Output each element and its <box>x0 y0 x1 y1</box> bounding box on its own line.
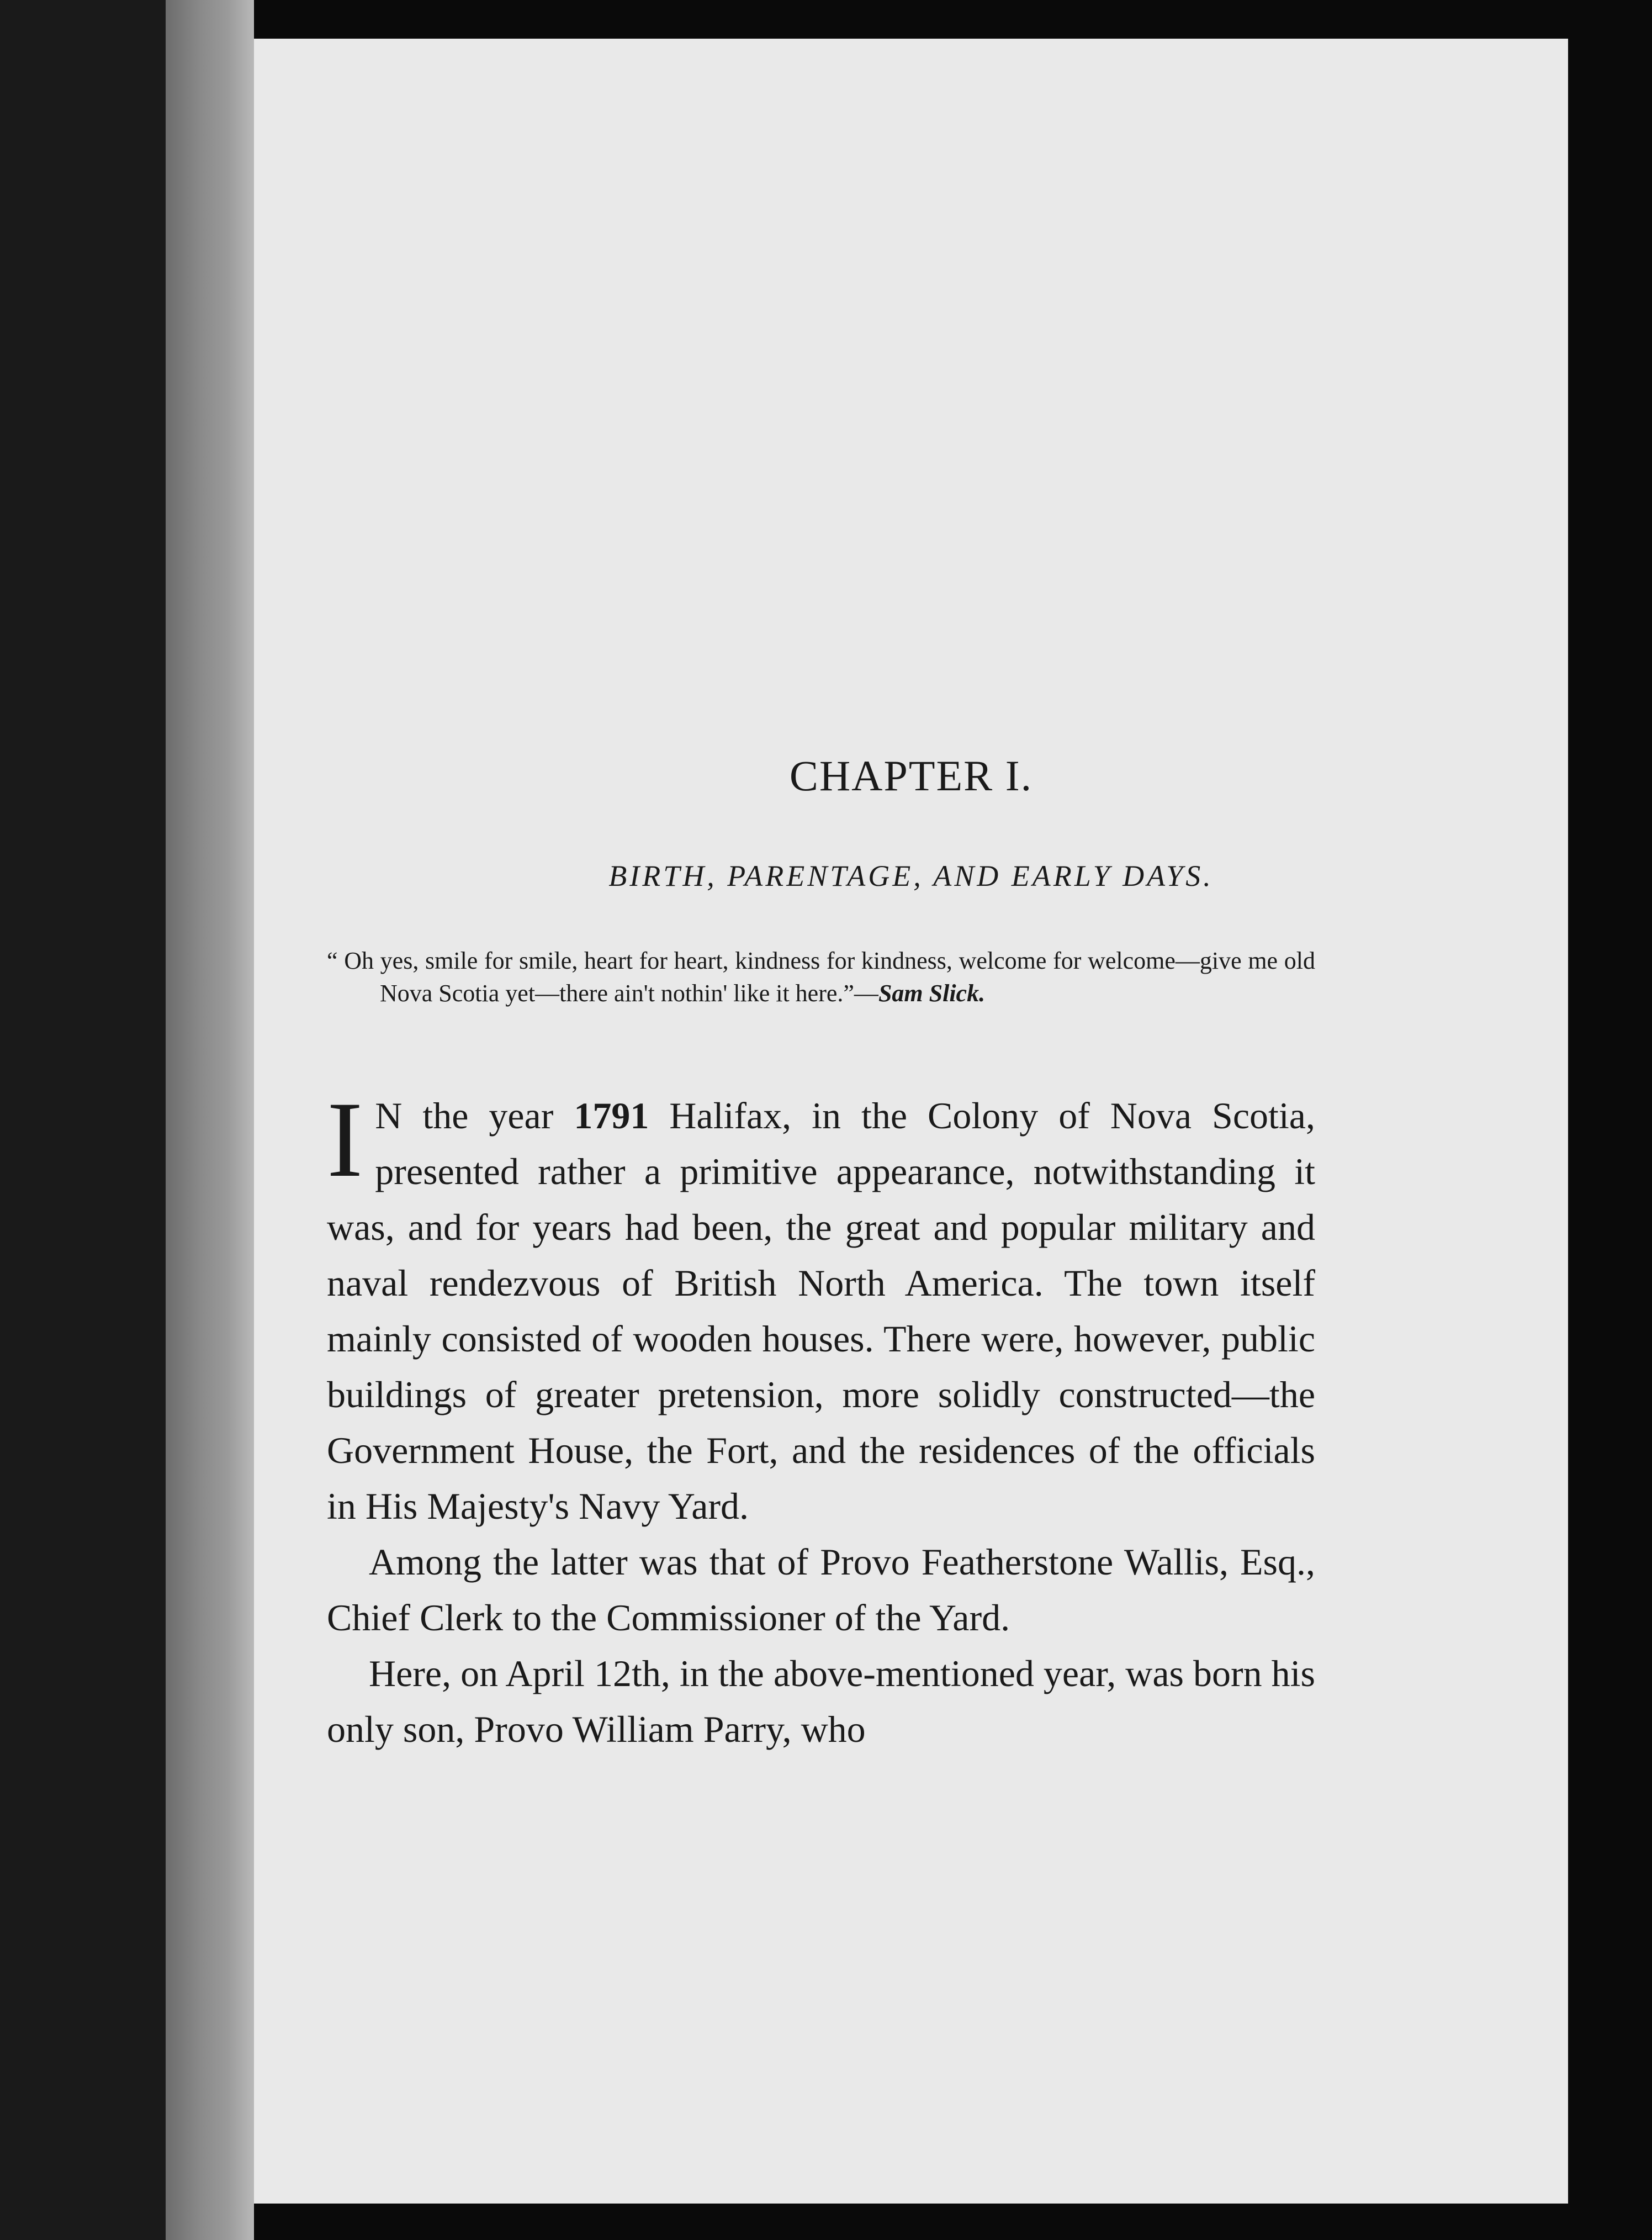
paragraph-1 <box>327 1080 1315 1534</box>
paragraph-1-rest: Halifax, in the Colony of Nova Scotia, presented rather a primitive appearance, notwithstanding it was, and for years had been, the great and popular military and naval rendezvous of British North America. The town itself mainly consisted of wooden houses. There were, however, public buildings of greater pretension, more solidly constructed—the Government House, the Fort, and the residences of the officials in His Majesty's Navy Yard. <box>327 1095 1315 1527</box>
scan-right-border <box>1568 0 1652 2240</box>
paragraph-1-year: 1791 <box>574 1095 649 1137</box>
epigraph <box>327 944 1315 1010</box>
paragraph-2: Among the latter was that of Provo Featherstone Wallis, Esq., Chief Clerk to the Commissioner of the Yard. <box>327 1541 1315 1639</box>
epigraph-attribution: Sam Slick. <box>878 980 986 1007</box>
chapter-subtitle: BIRTH, PARENTAGE, AND EARLY DAYS. <box>608 859 1214 892</box>
paragraph-1-start: N the year <box>375 1095 574 1137</box>
scan-bottom-border <box>254 2204 1568 2240</box>
chapter-title: CHAPTER I. <box>789 752 1033 800</box>
drop-cap: I <box>327 1080 363 1200</box>
epigraph-quote: “ Oh yes, smile for smile, heart for heart, kindness for kindness, welcome for welcome—give me old Nova Scotia yet—there ain't nothin' like it here.”— <box>327 947 1315 1007</box>
facing-page-edge <box>0 0 166 2240</box>
gutter-shadow <box>166 0 254 2240</box>
chapter-body <box>327 1080 1315 1757</box>
scan-top-border <box>254 0 1568 39</box>
epigraph-block <box>327 944 1315 1010</box>
paragraph-3: Here, on April 12th, in the above-mentioned year, was born his only son, Provo William Parry, who <box>327 1652 1315 1750</box>
